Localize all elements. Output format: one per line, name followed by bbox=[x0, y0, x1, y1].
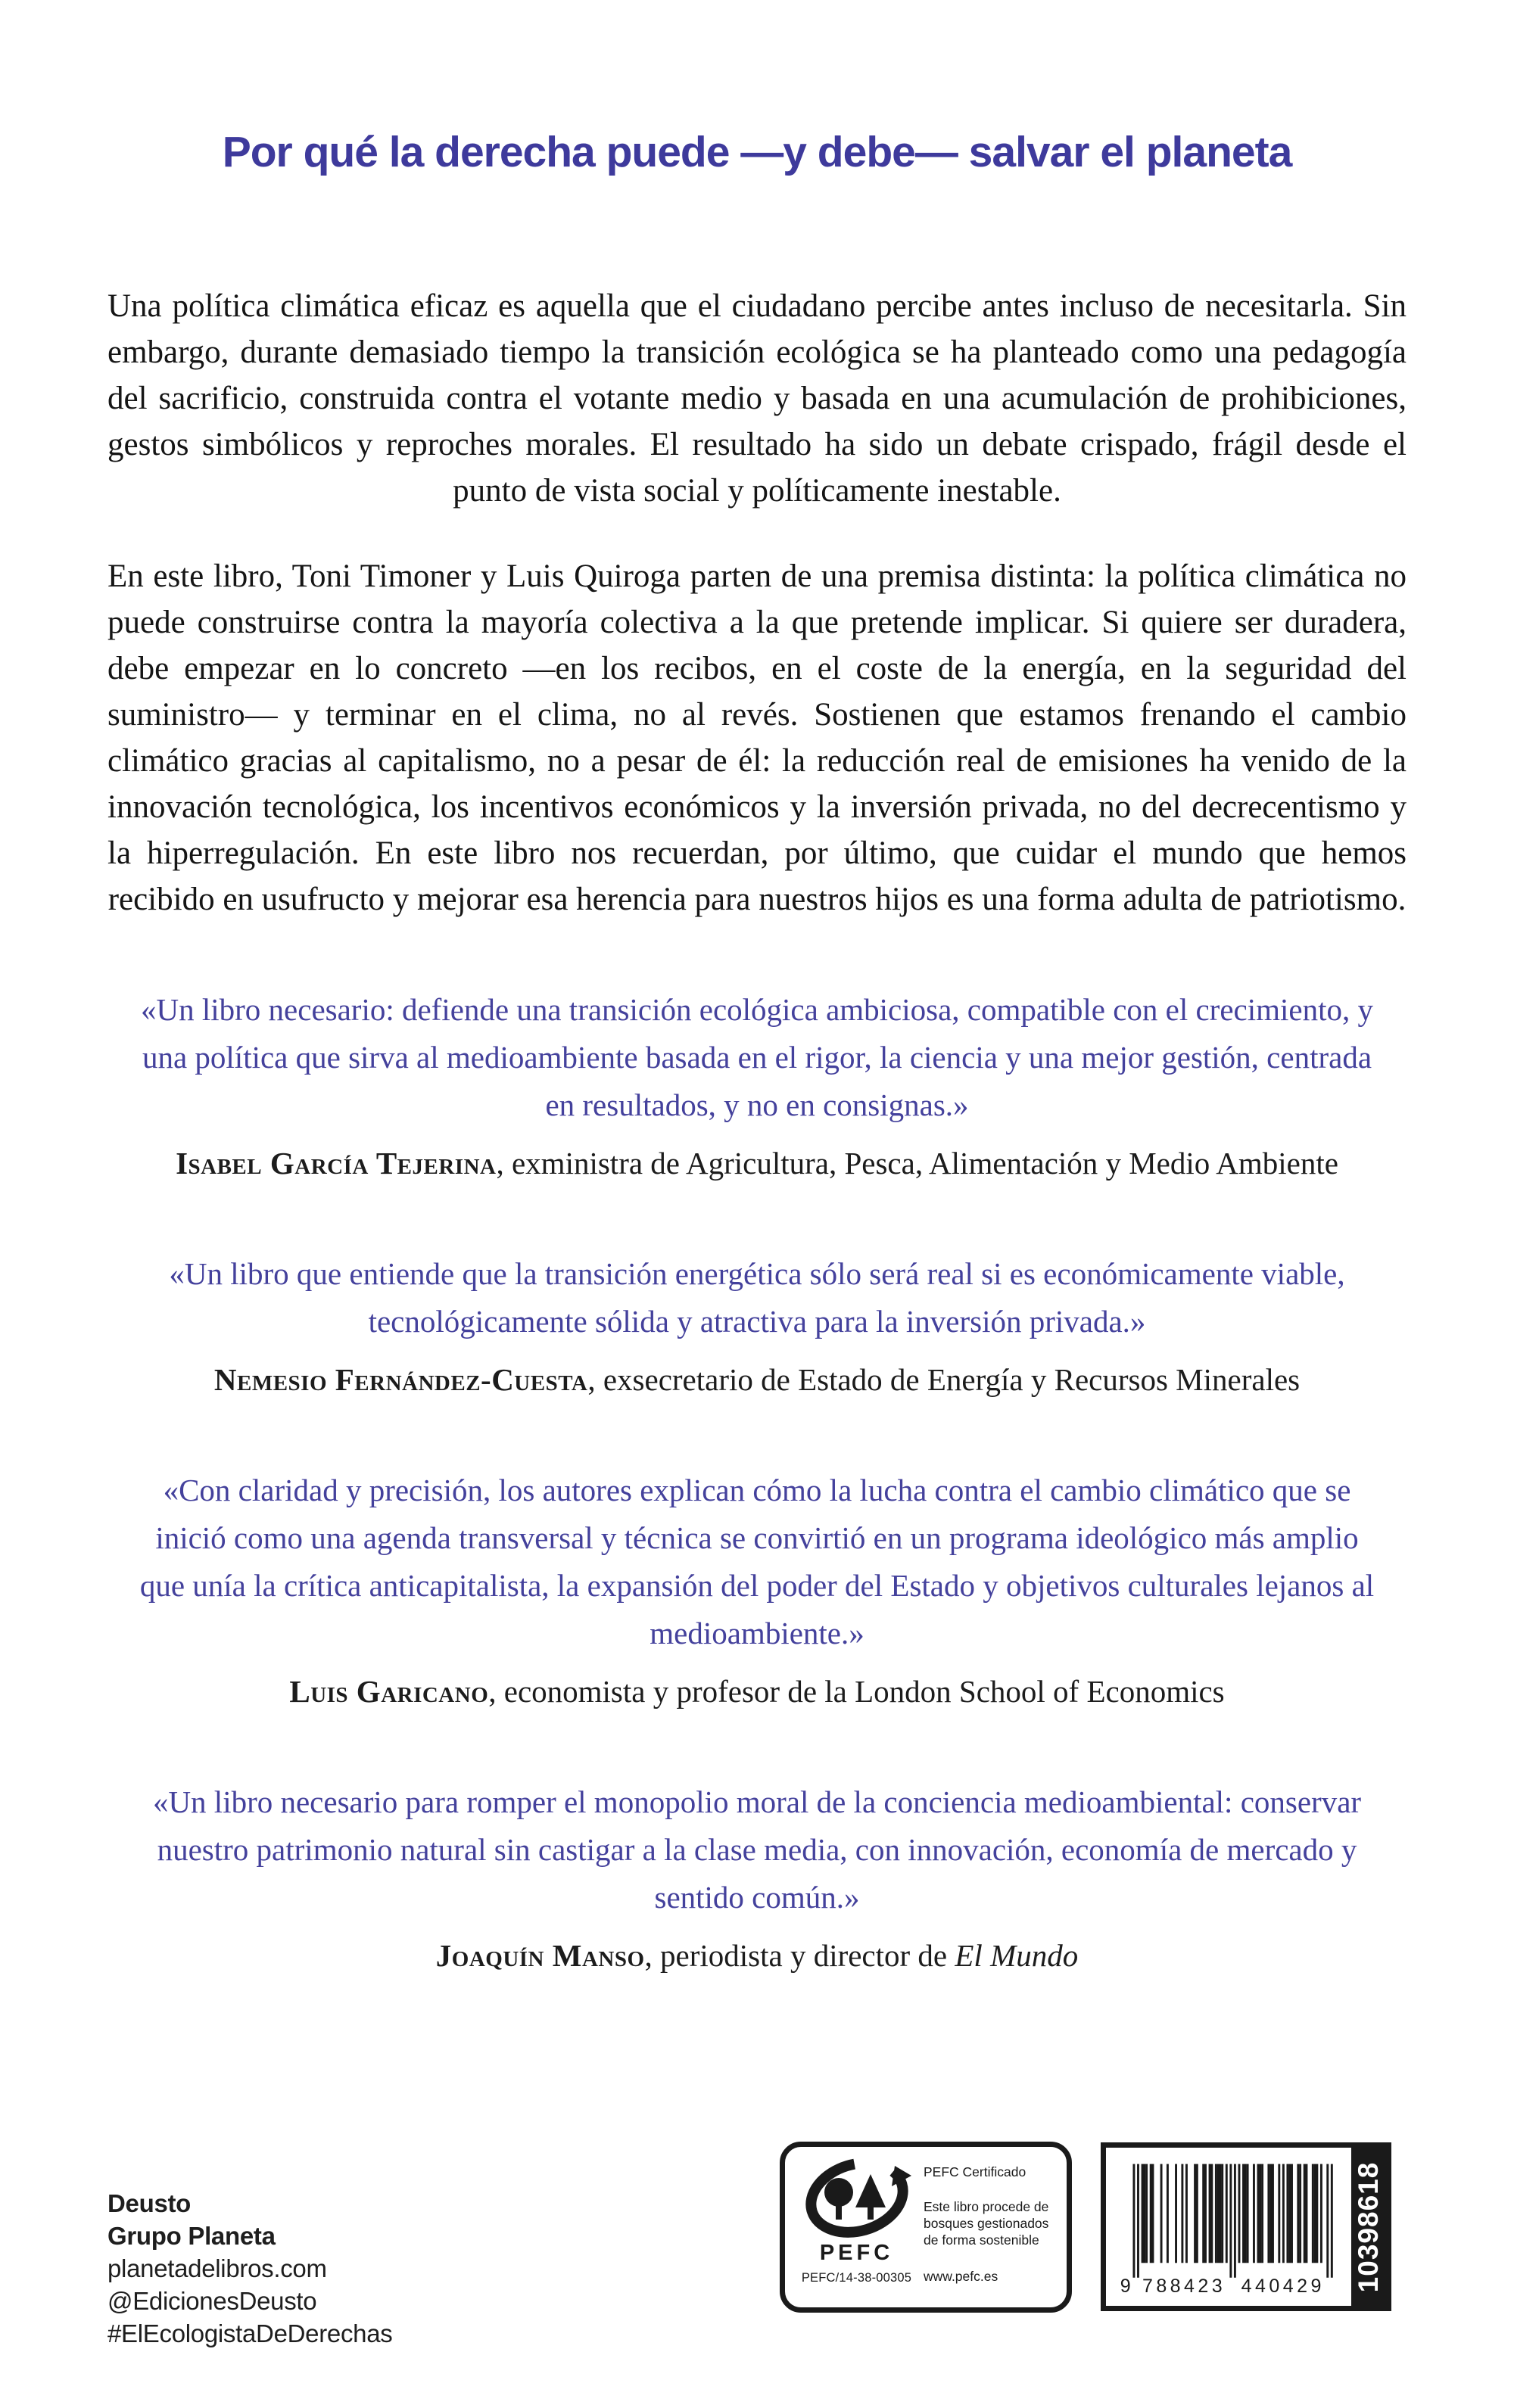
pefc-certification-box bbox=[780, 2142, 1072, 2313]
review-quotes bbox=[136, 986, 1378, 1979]
review-attribution bbox=[136, 1668, 1378, 1715]
ean-left-digits: 788423 bbox=[1142, 2275, 1223, 2294]
pefc-certified-label: PEFC Certificado bbox=[924, 2164, 1026, 2179]
pefc-text-column bbox=[914, 2156, 1056, 2300]
reviewer-role: , exministra de Agricultura, Pesca, Alimentación y Medio Ambiente bbox=[496, 1146, 1338, 1181]
review-attribution bbox=[136, 1356, 1378, 1403]
page-title: Por qué la derecha puede —y debe— salvar el planeta bbox=[222, 128, 1292, 176]
review-quote-text: «Un libro necesario: defiende una transición ecológica ambiciosa, compatible con el crecimiento, y una política que sirva al medioambiente basada en el rigor, la ciencia y una mejor gestión, centrada en resultados, y no en consignas.» bbox=[141, 992, 1373, 1122]
pefc-logo-column bbox=[799, 2156, 914, 2300]
review-quote-text: «Con claridad y precisión, los autores explican cómo la lucha contra el cambio climático que se inició como una agenda transversal y técnica se convirtió en un programa ideológico más amplio que unía la crítica anticapitalista, la expansión del poder del Estado y objetivos culturales lejanos al medioambiente.» bbox=[139, 1473, 1375, 1650]
publisher-social-handle: @EdicionesDeusto bbox=[107, 2287, 317, 2315]
ean-right-digits: 440429 bbox=[1241, 2275, 1322, 2294]
review-quote-block bbox=[136, 1778, 1378, 1979]
reviewer-name: Joaquín Manso bbox=[435, 1938, 645, 1973]
publisher-website: planetadelibros.com bbox=[107, 2254, 327, 2282]
review-quote-block bbox=[136, 1250, 1378, 1403]
review-quote-text: «Un libro que entiende que la transición energética sólo será real si es económicamente viable, tecnológicamente sólida y atractiva para la inversión privada.» bbox=[169, 1256, 1345, 1339]
publisher-hashtag: #ElEcologistaDeDerechas bbox=[107, 2319, 393, 2347]
book-back-cover bbox=[0, 127, 1514, 2408]
reviewer-name: Isabel García Tejerina bbox=[176, 1146, 497, 1181]
reviewer-role: , exsecretario de Estado de Energía y Recursos Minerales bbox=[587, 1362, 1301, 1397]
barcode-box bbox=[1101, 2142, 1391, 2311]
pefc-emblem-icon bbox=[799, 2156, 914, 2242]
product-code-tab bbox=[1351, 2148, 1386, 2306]
reviewer-role-italic: El Mundo bbox=[955, 1938, 1079, 1973]
reviewer-name: Nemesio Fernández-Cuesta bbox=[213, 1362, 588, 1397]
review-quote-block bbox=[136, 986, 1378, 1187]
publisher-group: Grupo Planeta bbox=[107, 2222, 276, 2250]
review-attribution bbox=[136, 1932, 1378, 1979]
synopsis-paragraph: Una política climática eficaz es aquella que el ciudadano percibe antes incluso de necesitarla. Sin embargo, durante demasiado tiempo la transición ecológica se ha planteado como una pedagogía del sacrificio, construida contra el votante medio y basada en una acumulación de prohibiciones, gestos simbólicos y reproches morales. El resultado ha sido un debate crispado, frágil desde el punto de vista social y políticamente inestable. bbox=[107, 288, 1407, 509]
reviewer-name: Luis Garicano bbox=[289, 1674, 489, 1709]
review-quote-text: «Un libro necesario para romper el monopolio moral de la conciencia medioambiental: conservar nuestro patrimonio natural sin castigar a la clase media, con innovación, economía de mercado y sentido común.» bbox=[152, 1784, 1362, 1915]
pefc-license-number: PEFC/14-38-00305 bbox=[801, 2271, 912, 2285]
pefc-claim-text: Este libro procede de bosques gestionados de forma sostenible bbox=[924, 2199, 1049, 2248]
pefc-wordmark: PEFC bbox=[819, 2241, 894, 2265]
publisher-block bbox=[107, 2187, 392, 2350]
synopsis bbox=[107, 283, 1407, 922]
pefc-url: www.pefc.es bbox=[924, 2269, 998, 2284]
reviewer-role: , economista y profesor de la London School of Economics bbox=[488, 1674, 1225, 1709]
reviewer-role: , periodista y director de bbox=[644, 1938, 955, 1973]
review-quote-block bbox=[136, 1467, 1378, 1715]
review-attribution bbox=[136, 1140, 1378, 1187]
ean-lead-digit: 9 bbox=[1120, 2275, 1131, 2294]
synopsis-paragraph: En este libro, Toni Timoner y Luis Quiroga parten de una premisa distinta: la política climática no puede construirse contra la mayoría colectiva a la que pretende implicar. Si quiere ser duradera, debe empezar en lo concreto —en los recibos, en el coste de la energía, en la seguridad del suministro— y terminar en el clima, no al revés. Sostienen que estamos frenando el cambio climático gracias al capitalismo, no a pesar de él: la reducción real de emisiones ha venido de la innovación tecnológica, los incentivos económicos y la inversión privada, no del decrecentismo y la hiperregulación. En este libro nos recuerdan, por último, que cuidar el mundo que hemos recibido en usufructo y mejorar esa herencia para nuestros hijos es una forma adulta de patriotismo. bbox=[107, 558, 1407, 917]
product-code-vertical: 10398618 bbox=[1353, 2161, 1384, 2292]
ean-barcode bbox=[1106, 2148, 1351, 2306]
publisher-imprint: Deusto bbox=[107, 2189, 192, 2217]
